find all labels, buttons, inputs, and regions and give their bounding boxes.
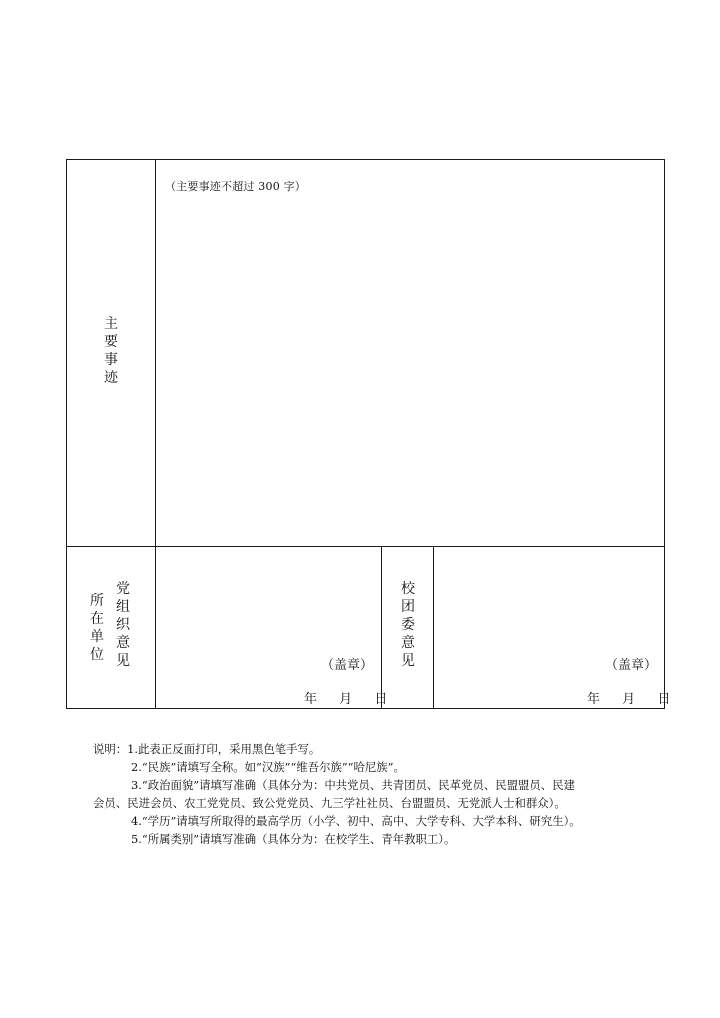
league-date-year: 年	[587, 692, 601, 707]
party-opinion-label-char: 意	[116, 635, 130, 651]
league-date-month: 月	[622, 692, 636, 707]
league-date-day: 日	[657, 692, 671, 707]
note-line: 2.“民族”请填写全称。如“汉族”“维吾尔族”“哈尼族”。	[131, 760, 405, 774]
main-deeds-hint: （主要事迹不超过 300 字）	[165, 180, 306, 193]
unit-label-char: 所	[90, 593, 104, 609]
party-date-year: 年	[304, 692, 318, 707]
party-date-month: 月	[339, 692, 353, 707]
note-line: 4.“学历”请填写所取得的最高学历（小学、初中、高中、大学专科、大学本科、研究生）。	[131, 814, 581, 828]
note-line: 3.“政治面貌”请填写准确（具体分为：中共党员、共青团员、民革党员、民盟盟员、民建	[131, 778, 575, 792]
main-deeds-field[interactable]	[156, 160, 664, 546]
party-date	[304, 688, 387, 707]
league-opinion-label-char: 意	[401, 635, 415, 651]
league-opinion-label-char: 见	[401, 653, 415, 669]
party-opinion-label-char: 党	[116, 581, 130, 597]
opinion-divider-left	[381, 546, 382, 708]
main-deeds-label-char: 迹	[104, 370, 118, 386]
party-seal-text: （盖章）	[321, 658, 374, 673]
unit-label-char: 位	[90, 647, 104, 663]
main-deeds-label-char: 主	[104, 316, 118, 332]
league-opinion-label-char: 委	[401, 617, 415, 633]
league-date	[587, 688, 670, 707]
party-date-day: 日	[374, 692, 388, 707]
note-line: 说明：1.此表正反面打印，采用黑色笔手写。	[93, 742, 321, 756]
main-deeds-label-char: 要	[104, 334, 118, 350]
unit-label-char: 单	[90, 629, 104, 645]
league-seal-text: （盖章）	[605, 658, 658, 673]
party-opinion-field[interactable]	[156, 547, 381, 708]
unit-label	[89, 592, 105, 664]
party-opinion-label	[115, 580, 131, 670]
party-opinion-label-char: 组	[116, 599, 130, 615]
application-form-table	[66, 159, 671, 709]
party-opinion-label-char: 织	[116, 617, 130, 633]
note-line: 会员、民进会员、农工党党员、致公党党员、九三学社社员、台盟盟员、无党派人士和群众）。	[93, 796, 566, 810]
league-opinion-label	[400, 580, 416, 670]
party-opinion-label-char: 见	[116, 653, 130, 669]
main-deeds-label	[103, 315, 119, 387]
note-line: 5.“所属类别”请填写准确（具体分为：在校学生、青年教职工）。	[131, 832, 456, 846]
league-opinion-label-char: 团	[401, 599, 415, 615]
unit-label-char: 在	[90, 611, 104, 627]
main-deeds-label-char: 事	[104, 352, 118, 368]
league-opinion-label-char: 校	[401, 581, 415, 597]
league-opinion-field[interactable]	[434, 547, 664, 708]
